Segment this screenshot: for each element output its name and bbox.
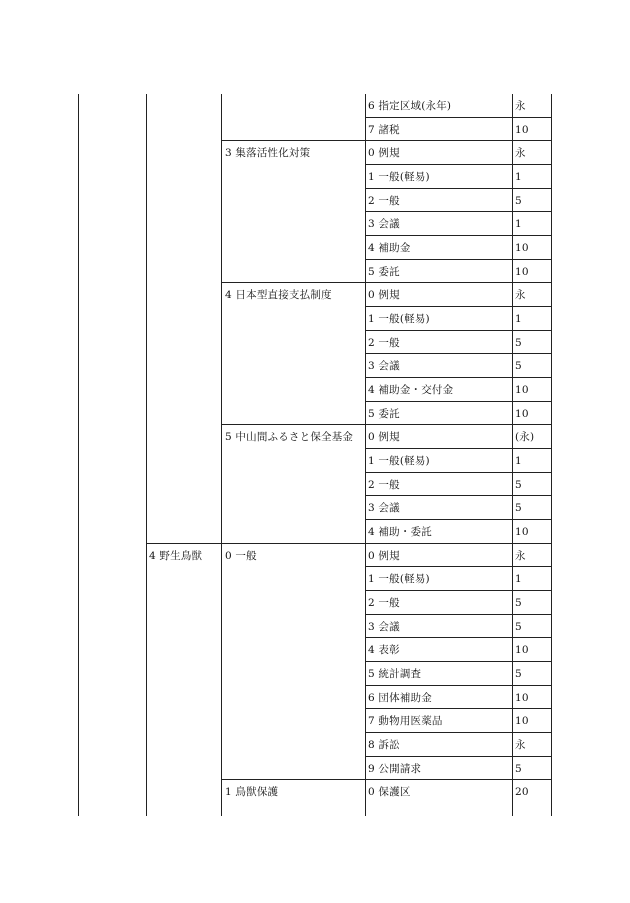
retention-period: 10	[515, 408, 529, 420]
level4-label: 0 一般	[225, 550, 257, 562]
retention-period: 5	[515, 763, 522, 775]
item-label: 6 団体補助金	[368, 692, 432, 704]
row-separator	[221, 282, 551, 283]
retention-period: 10	[515, 124, 529, 136]
retention-period: 20	[515, 786, 529, 798]
level3-label: 4 野生鳥獣	[149, 550, 203, 562]
item-label: 1 一般(軽易)	[368, 313, 430, 325]
retention-period: 5	[515, 360, 522, 372]
retention-period: 10	[515, 644, 529, 656]
item-label: 0 例規	[368, 289, 400, 301]
item-label: 2 一般	[368, 195, 400, 207]
retention-period: 5	[515, 597, 522, 609]
item-label: 1 一般(軽易)	[368, 455, 430, 467]
row-separator	[221, 779, 551, 780]
item-label: 5 統計調査	[368, 668, 422, 680]
row-separator	[365, 353, 551, 354]
retention-period: 10	[515, 242, 529, 254]
level4-label: 1 鳥獣保護	[225, 786, 279, 798]
item-label: 9 公開請求	[368, 763, 422, 775]
row-separator	[365, 117, 551, 118]
item-label: 8 訴訟	[368, 739, 400, 751]
retention-period: 永	[515, 147, 526, 159]
row-separator	[221, 424, 551, 425]
item-label: 4 補助金・交付金	[368, 384, 454, 396]
row-separator	[365, 519, 551, 520]
retention-period: 5	[515, 668, 522, 680]
row-separator	[365, 637, 551, 638]
row-separator	[365, 211, 551, 212]
item-label: 4 補助・委託	[368, 526, 432, 538]
retention-period: 永	[515, 550, 526, 562]
row-separator	[221, 140, 551, 141]
retention-period: 1	[515, 171, 522, 183]
row-separator	[365, 614, 551, 615]
retention-period: 5	[515, 195, 522, 207]
row-separator	[365, 188, 551, 189]
level4-label: 4 日本型直接支払制度	[225, 289, 332, 301]
row-separator	[365, 708, 551, 709]
retention-period: 永	[515, 289, 526, 301]
column-divider-level2	[146, 94, 147, 816]
item-label: 6 指定区域(永年)	[368, 100, 452, 112]
retention-period: 10	[515, 715, 529, 727]
row-separator	[365, 164, 551, 165]
item-label: 1 一般(軽易)	[368, 171, 430, 183]
retention-period: 1	[515, 218, 522, 230]
row-separator	[365, 732, 551, 733]
item-label: 4 表彰	[368, 644, 400, 656]
retention-period: 5	[515, 479, 522, 491]
retention-period: 10	[515, 692, 529, 704]
row-separator	[365, 472, 551, 473]
retention-period: 永	[515, 739, 526, 751]
row-separator	[365, 661, 551, 662]
retention-period: 5	[515, 502, 522, 514]
row-separator	[365, 330, 551, 331]
retention-period: 10	[515, 526, 529, 538]
level4-label: 5 中山間ふるさと保全基金	[225, 431, 354, 443]
row-separator	[365, 495, 551, 496]
row-separator	[365, 448, 551, 449]
item-label: 0 例規	[368, 147, 400, 159]
retention-period: 10	[515, 266, 529, 278]
retention-period: 5	[515, 337, 522, 349]
retention-period: 1	[515, 455, 522, 467]
item-label: 3 会議	[368, 218, 400, 230]
retention-period: 1	[515, 573, 522, 585]
item-label: 3 会議	[368, 360, 400, 372]
item-label: 0 例規	[368, 550, 400, 562]
row-separator	[365, 377, 551, 378]
row-separator	[365, 566, 551, 567]
row-separator	[365, 235, 551, 236]
item-label: 4 補助金	[368, 242, 411, 254]
row-separator	[146, 543, 551, 544]
item-label: 3 会議	[368, 502, 400, 514]
item-label: 1 一般(軽易)	[368, 573, 430, 585]
row-separator	[365, 259, 551, 260]
item-label: 5 委託	[368, 266, 400, 278]
item-label: 2 一般	[368, 597, 400, 609]
row-separator	[365, 685, 551, 686]
item-label: 7 動物用医薬品	[368, 715, 443, 727]
retention-period: 5	[515, 621, 522, 633]
table-border-right	[551, 94, 552, 816]
item-label: 7 諸税	[368, 124, 400, 136]
table-border-left	[78, 94, 79, 816]
row-separator	[365, 590, 551, 591]
retention-period: (永)	[515, 431, 535, 443]
retention-period: 永	[515, 100, 526, 112]
level4-label: 3 集落活性化対策	[225, 147, 311, 159]
item-label: 3 会議	[368, 621, 400, 633]
retention-period: 10	[515, 384, 529, 396]
row-separator	[365, 401, 551, 402]
item-label: 2 一般	[368, 479, 400, 491]
column-divider-level3	[221, 94, 222, 816]
item-label: 5 委託	[368, 408, 400, 420]
retention-period: 1	[515, 313, 522, 325]
item-label: 0 例規	[368, 431, 400, 443]
row-separator	[365, 756, 551, 757]
item-label: 0 保護区	[368, 786, 411, 798]
row-separator	[365, 306, 551, 307]
item-label: 2 一般	[368, 337, 400, 349]
